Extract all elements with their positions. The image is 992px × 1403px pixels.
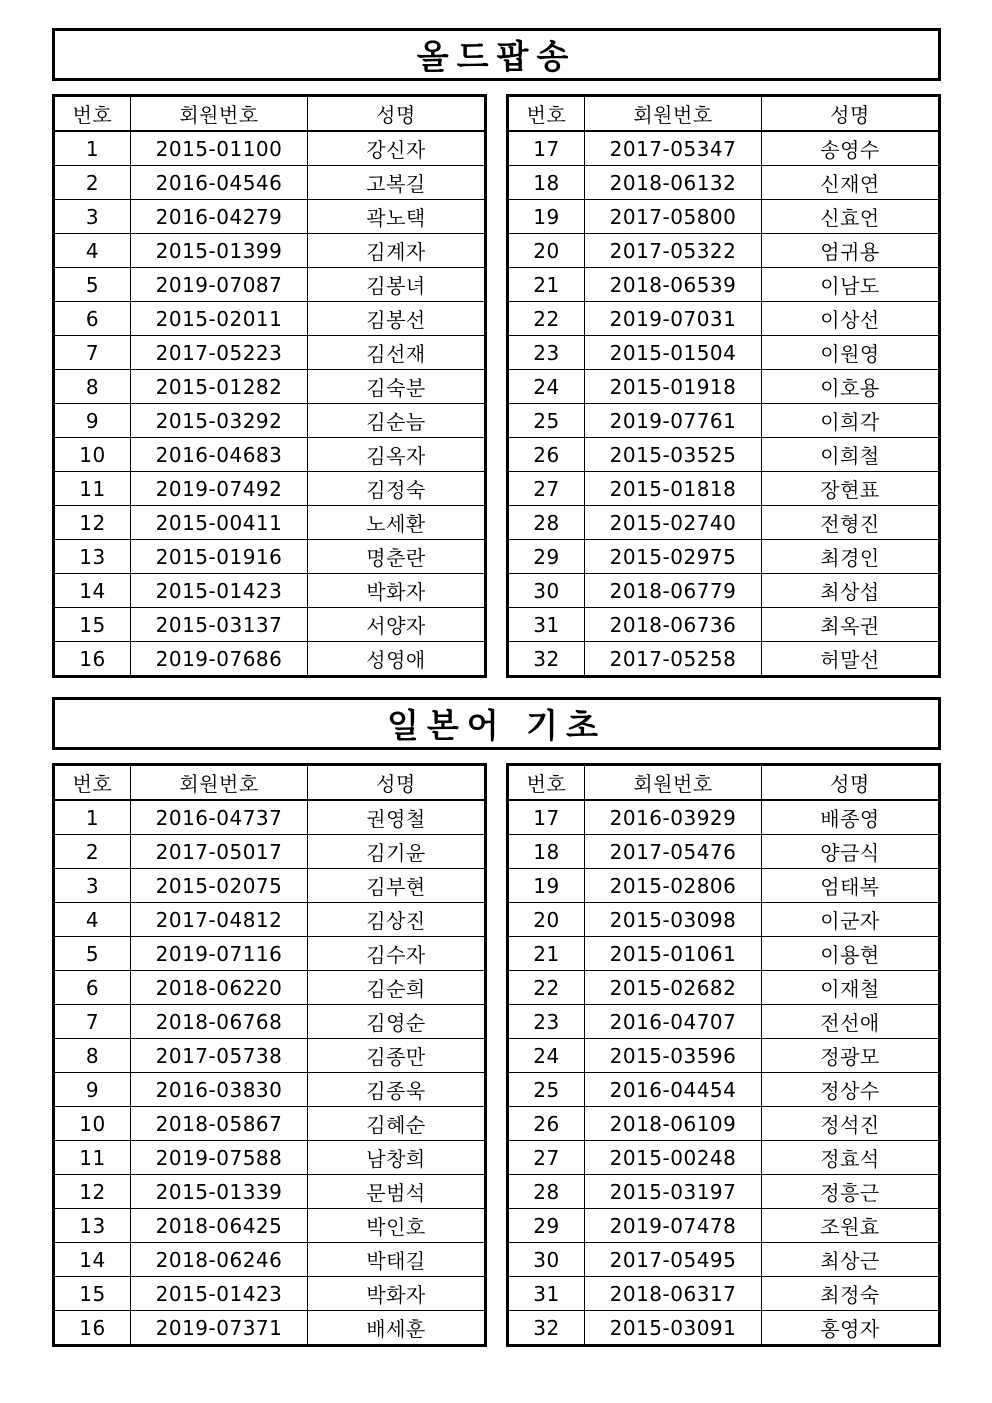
cell-number: 32 (508, 1311, 585, 1346)
cell-name: 박화자 (308, 1277, 486, 1311)
cell-number: 24 (508, 370, 585, 404)
table-row (54, 869, 486, 903)
table-row (508, 1277, 940, 1311)
cell-number: 21 (508, 268, 585, 302)
cell-name: 김옥자 (308, 438, 486, 472)
table-header-row (508, 96, 940, 132)
cell-number: 18 (508, 835, 585, 869)
table-row (54, 835, 486, 869)
cell-member-id: 2015-00248 (585, 1141, 762, 1175)
cell-number: 26 (508, 1107, 585, 1141)
table-row (508, 1209, 940, 1243)
table-row (508, 608, 940, 642)
roster-table-left (52, 94, 487, 678)
table-header-row (54, 96, 486, 132)
cell-number: 29 (508, 540, 585, 574)
cell-name: 김숙분 (308, 370, 486, 404)
cell-name: 김부현 (308, 869, 486, 903)
header-member-id: 회원번호 (131, 765, 308, 801)
table-row (508, 1073, 940, 1107)
header-number: 번호 (54, 96, 131, 132)
cell-member-id: 2017-04812 (131, 903, 308, 937)
cell-name: 신효언 (762, 200, 940, 234)
cell-name: 김상진 (308, 903, 486, 937)
cell-number: 1 (54, 131, 131, 166)
cell-number: 22 (508, 302, 585, 336)
cell-name: 전형진 (762, 506, 940, 540)
cell-name: 김순늠 (308, 404, 486, 438)
cell-member-id: 2015-03596 (585, 1039, 762, 1073)
cell-number: 19 (508, 869, 585, 903)
cell-member-id: 2015-01916 (131, 540, 308, 574)
cell-member-id: 2018-06779 (585, 574, 762, 608)
cell-member-id: 2015-01061 (585, 937, 762, 971)
table-row (54, 1107, 486, 1141)
cell-number: 9 (54, 404, 131, 438)
table-row (54, 642, 486, 677)
table-row (508, 642, 940, 677)
cell-number: 18 (508, 166, 585, 200)
table-header-row (54, 765, 486, 801)
cell-number: 13 (54, 540, 131, 574)
cell-number: 25 (508, 1073, 585, 1107)
table-row (54, 268, 486, 302)
cell-name: 김봉녀 (308, 268, 486, 302)
cell-name: 정광모 (762, 1039, 940, 1073)
table-row (54, 1175, 486, 1209)
cell-name: 문범석 (308, 1175, 486, 1209)
roster-table-right (506, 763, 941, 1347)
cell-member-id: 2015-02682 (585, 971, 762, 1005)
table-row (508, 336, 940, 370)
table-row (54, 1141, 486, 1175)
cell-name: 김봉선 (308, 302, 486, 336)
header-number: 번호 (508, 96, 585, 132)
cell-member-id: 2015-01423 (131, 574, 308, 608)
cell-name: 박태길 (308, 1243, 486, 1277)
table-row (508, 1107, 940, 1141)
cell-number: 8 (54, 370, 131, 404)
cell-number: 17 (508, 131, 585, 166)
cell-name: 홍영자 (762, 1311, 940, 1346)
table-row (508, 835, 940, 869)
cell-member-id: 2015-01818 (585, 472, 762, 506)
table-row (54, 608, 486, 642)
cell-name: 권영철 (308, 800, 486, 835)
cell-name: 김기윤 (308, 835, 486, 869)
cell-number: 14 (54, 574, 131, 608)
cell-member-id: 2019-07761 (585, 404, 762, 438)
cell-number: 8 (54, 1039, 131, 1073)
cell-number: 2 (54, 835, 131, 869)
cell-number: 28 (508, 1175, 585, 1209)
cell-member-id: 2015-02975 (585, 540, 762, 574)
cell-name: 엄태복 (762, 869, 940, 903)
cell-name: 정석진 (762, 1107, 940, 1141)
cell-number: 4 (54, 234, 131, 268)
cell-number: 9 (54, 1073, 131, 1107)
cell-name: 박인호 (308, 1209, 486, 1243)
header-name: 성명 (308, 96, 486, 132)
cell-name: 김종욱 (308, 1073, 486, 1107)
cell-name: 신재연 (762, 166, 940, 200)
table-row (54, 438, 486, 472)
cell-member-id: 2019-07492 (131, 472, 308, 506)
table-row (508, 234, 940, 268)
table-row (54, 404, 486, 438)
cell-name: 양금식 (762, 835, 940, 869)
cell-number: 20 (508, 903, 585, 937)
cell-number: 16 (54, 1311, 131, 1346)
cell-number: 31 (508, 608, 585, 642)
cell-number: 30 (508, 1243, 585, 1277)
cell-member-id: 2015-02806 (585, 869, 762, 903)
cell-name: 정효석 (762, 1141, 940, 1175)
cell-name: 이재철 (762, 971, 940, 1005)
cell-name: 이희철 (762, 438, 940, 472)
header-member-id: 회원번호 (131, 96, 308, 132)
table-row (508, 506, 940, 540)
cell-name: 최경인 (762, 540, 940, 574)
cell-name: 배세훈 (308, 1311, 486, 1346)
cell-name: 서양자 (308, 608, 486, 642)
section-old-pop (52, 28, 941, 682)
cell-number: 7 (54, 1005, 131, 1039)
cell-member-id: 2015-02740 (585, 506, 762, 540)
cell-number: 17 (508, 800, 585, 835)
cell-member-id: 2019-07478 (585, 1209, 762, 1243)
cell-member-id: 2015-03525 (585, 438, 762, 472)
cell-number: 10 (54, 1107, 131, 1141)
table-row (54, 903, 486, 937)
table-row (508, 302, 940, 336)
cell-number: 20 (508, 234, 585, 268)
cell-name: 고복길 (308, 166, 486, 200)
cell-member-id: 2019-07686 (131, 642, 308, 677)
cell-name: 최옥권 (762, 608, 940, 642)
cell-name: 노세환 (308, 506, 486, 540)
cell-member-id: 2016-03929 (585, 800, 762, 835)
table-row (508, 166, 940, 200)
table-row (54, 200, 486, 234)
cell-number: 7 (54, 336, 131, 370)
cell-member-id: 2019-07588 (131, 1141, 308, 1175)
cell-member-id: 2015-03091 (585, 1311, 762, 1346)
cell-number: 11 (54, 1141, 131, 1175)
cell-name: 박화자 (308, 574, 486, 608)
cell-name: 강신자 (308, 131, 486, 166)
cell-member-id: 2015-01339 (131, 1175, 308, 1209)
cell-member-id: 2015-03098 (585, 903, 762, 937)
table-row (508, 1141, 940, 1175)
header-name: 성명 (762, 96, 940, 132)
cell-member-id: 2018-06768 (131, 1005, 308, 1039)
cell-member-id: 2018-05867 (131, 1107, 308, 1141)
cell-name: 최상섭 (762, 574, 940, 608)
cell-number: 13 (54, 1209, 131, 1243)
cell-member-id: 2018-06317 (585, 1277, 762, 1311)
table-row (508, 404, 940, 438)
table-row (508, 869, 940, 903)
table-row (54, 1277, 486, 1311)
cell-member-id: 2016-03830 (131, 1073, 308, 1107)
cell-member-id: 2015-01399 (131, 234, 308, 268)
cell-name: 정흥근 (762, 1175, 940, 1209)
cell-member-id: 2017-05347 (585, 131, 762, 166)
cell-number: 15 (54, 608, 131, 642)
table-row (508, 200, 940, 234)
table-row (54, 336, 486, 370)
table-row (508, 574, 940, 608)
cell-number: 6 (54, 971, 131, 1005)
table-header-row (508, 765, 940, 801)
cell-number: 5 (54, 937, 131, 971)
header-name: 성명 (762, 765, 940, 801)
cell-member-id: 2015-02075 (131, 869, 308, 903)
cell-name: 김순희 (308, 971, 486, 1005)
table-row (508, 800, 940, 835)
cell-member-id: 2018-06425 (131, 1209, 308, 1243)
section-title: 일본어 기초 (52, 697, 941, 750)
table-row (54, 234, 486, 268)
table-row (508, 472, 940, 506)
cell-member-id: 2018-06246 (131, 1243, 308, 1277)
cell-member-id: 2015-01423 (131, 1277, 308, 1311)
table-row (54, 1209, 486, 1243)
table-row (54, 574, 486, 608)
table-row (54, 1311, 486, 1346)
header-member-id: 회원번호 (585, 96, 762, 132)
table-row (508, 903, 940, 937)
cell-name: 명춘란 (308, 540, 486, 574)
cell-name: 장현표 (762, 472, 940, 506)
table-row (508, 268, 940, 302)
cell-number: 10 (54, 438, 131, 472)
cell-number: 3 (54, 200, 131, 234)
cell-member-id: 2019-07116 (131, 937, 308, 971)
cell-member-id: 2015-01918 (585, 370, 762, 404)
cell-number: 31 (508, 1277, 585, 1311)
cell-member-id: 2015-03197 (585, 1175, 762, 1209)
header-member-id: 회원번호 (585, 765, 762, 801)
cell-name: 김수자 (308, 937, 486, 971)
section-title: 올드팝송 (52, 28, 941, 81)
cell-member-id: 2017-05258 (585, 642, 762, 677)
table-row (508, 1175, 940, 1209)
table-row (54, 166, 486, 200)
table-row (508, 1311, 940, 1346)
cell-name: 김계자 (308, 234, 486, 268)
cell-name: 김영순 (308, 1005, 486, 1039)
cell-name: 조원효 (762, 1209, 940, 1243)
cell-name: 김종만 (308, 1039, 486, 1073)
cell-number: 28 (508, 506, 585, 540)
cell-member-id: 2015-00411 (131, 506, 308, 540)
cell-number: 4 (54, 903, 131, 937)
cell-number: 27 (508, 472, 585, 506)
cell-number: 15 (54, 1277, 131, 1311)
header-number: 번호 (508, 765, 585, 801)
cell-name: 이상선 (762, 302, 940, 336)
cell-member-id: 2015-03292 (131, 404, 308, 438)
cell-number: 12 (54, 506, 131, 540)
cell-name: 최정숙 (762, 1277, 940, 1311)
cell-name: 최상근 (762, 1243, 940, 1277)
table-row (54, 131, 486, 166)
table-row (508, 971, 940, 1005)
cell-member-id: 2018-06736 (585, 608, 762, 642)
cell-member-id: 2019-07031 (585, 302, 762, 336)
table-row (508, 540, 940, 574)
cell-number: 21 (508, 937, 585, 971)
cell-member-id: 2016-04683 (131, 438, 308, 472)
cell-member-id: 2019-07087 (131, 268, 308, 302)
cell-member-id: 2015-01282 (131, 370, 308, 404)
cell-number: 30 (508, 574, 585, 608)
cell-member-id: 2018-06132 (585, 166, 762, 200)
cell-member-id: 2017-05495 (585, 1243, 762, 1277)
cell-member-id: 2015-01504 (585, 336, 762, 370)
cell-name: 남창희 (308, 1141, 486, 1175)
cell-member-id: 2018-06220 (131, 971, 308, 1005)
cell-member-id: 2017-05322 (585, 234, 762, 268)
cell-number: 29 (508, 1209, 585, 1243)
cell-number: 16 (54, 642, 131, 677)
cell-number: 23 (508, 336, 585, 370)
cell-name: 김정숙 (308, 472, 486, 506)
cell-member-id: 2016-04707 (585, 1005, 762, 1039)
cell-name: 배종영 (762, 800, 940, 835)
table-row (508, 1243, 940, 1277)
table-row (508, 438, 940, 472)
cell-number: 14 (54, 1243, 131, 1277)
cell-number: 6 (54, 302, 131, 336)
cell-member-id: 2016-04737 (131, 800, 308, 835)
cell-member-id: 2015-02011 (131, 302, 308, 336)
table-row (54, 971, 486, 1005)
cell-number: 3 (54, 869, 131, 903)
table-row (54, 540, 486, 574)
cell-number: 1 (54, 800, 131, 835)
cell-name: 이원영 (762, 336, 940, 370)
cell-number: 19 (508, 200, 585, 234)
table-row (54, 1039, 486, 1073)
cell-name: 곽노택 (308, 200, 486, 234)
cell-name: 송영수 (762, 131, 940, 166)
cell-name: 김혜순 (308, 1107, 486, 1141)
table-row (54, 1073, 486, 1107)
cell-name: 이호용 (762, 370, 940, 404)
cell-member-id: 2015-03137 (131, 608, 308, 642)
table-row (54, 800, 486, 835)
cell-member-id: 2017-05223 (131, 336, 308, 370)
cell-name: 성영애 (308, 642, 486, 677)
header-name: 성명 (308, 765, 486, 801)
cell-member-id: 2017-05800 (585, 200, 762, 234)
cell-number: 2 (54, 166, 131, 200)
cell-member-id: 2018-06109 (585, 1107, 762, 1141)
cell-name: 김선재 (308, 336, 486, 370)
section-japanese-basic (52, 697, 941, 1351)
table-row (508, 937, 940, 971)
table-row (54, 937, 486, 971)
cell-member-id: 2017-05738 (131, 1039, 308, 1073)
table-row (508, 1005, 940, 1039)
table-row (508, 370, 940, 404)
cell-name: 허말선 (762, 642, 940, 677)
cell-name: 정상수 (762, 1073, 940, 1107)
table-row (54, 472, 486, 506)
cell-name: 이희각 (762, 404, 940, 438)
cell-number: 24 (508, 1039, 585, 1073)
table-row (508, 131, 940, 166)
table-row (54, 506, 486, 540)
cell-member-id: 2016-04546 (131, 166, 308, 200)
table-row (54, 370, 486, 404)
cell-member-id: 2016-04279 (131, 200, 308, 234)
cell-name: 이용현 (762, 937, 940, 971)
cell-member-id: 2018-06539 (585, 268, 762, 302)
cell-name: 이군자 (762, 903, 940, 937)
cell-member-id: 2015-01100 (131, 131, 308, 166)
roster-table-right (506, 94, 941, 678)
cell-number: 26 (508, 438, 585, 472)
table-row (54, 302, 486, 336)
cell-number: 11 (54, 472, 131, 506)
table-row (54, 1005, 486, 1039)
cell-number: 27 (508, 1141, 585, 1175)
roster-table-left (52, 763, 487, 1347)
cell-name: 엄귀용 (762, 234, 940, 268)
cell-number: 25 (508, 404, 585, 438)
table-row (54, 1243, 486, 1277)
cell-number: 22 (508, 971, 585, 1005)
header-number: 번호 (54, 765, 131, 801)
cell-number: 12 (54, 1175, 131, 1209)
cell-name: 이남도 (762, 268, 940, 302)
cell-member-id: 2017-05476 (585, 835, 762, 869)
cell-member-id: 2017-05017 (131, 835, 308, 869)
cell-number: 5 (54, 268, 131, 302)
cell-name: 전선애 (762, 1005, 940, 1039)
cell-member-id: 2019-07371 (131, 1311, 308, 1346)
cell-number: 23 (508, 1005, 585, 1039)
table-row (508, 1039, 940, 1073)
cell-number: 32 (508, 642, 585, 677)
cell-member-id: 2016-04454 (585, 1073, 762, 1107)
